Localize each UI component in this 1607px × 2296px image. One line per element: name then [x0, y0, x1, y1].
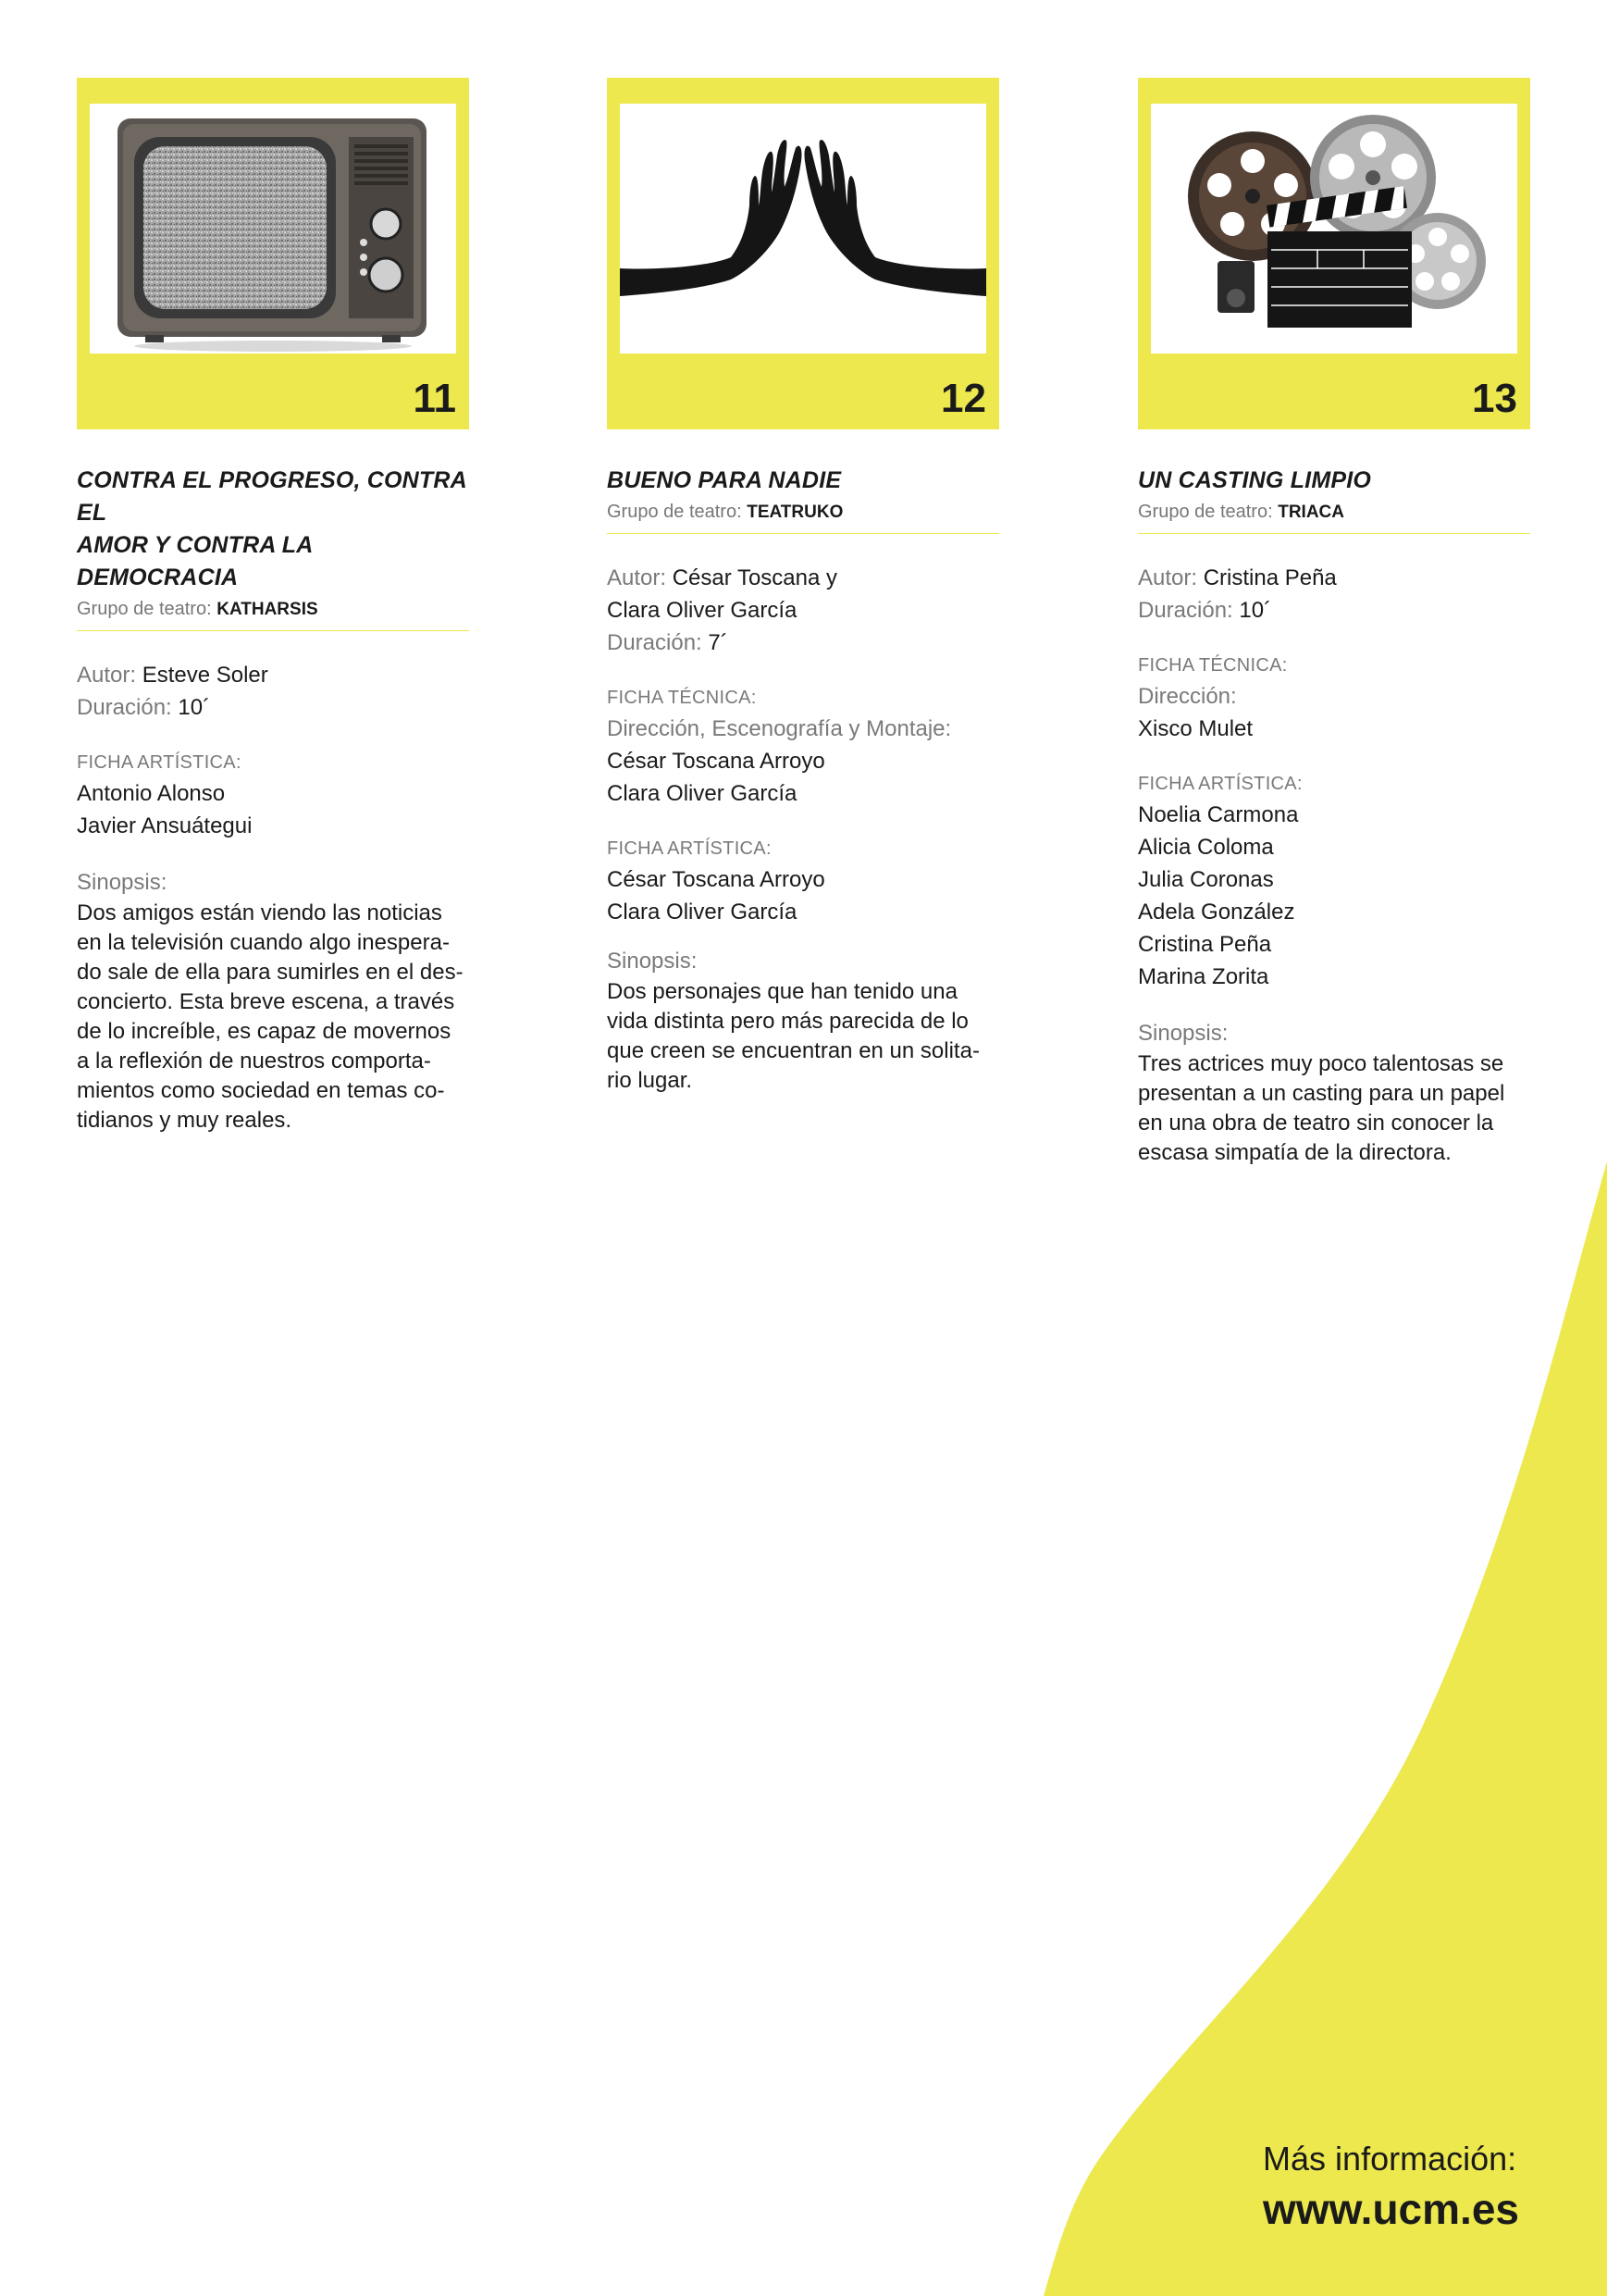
hands-icon [620, 104, 986, 354]
theatre-group: Grupo de teatro: TRIACA [1138, 502, 1344, 522]
duration: Duración: 7´ [607, 630, 728, 655]
group-name: TRIACA [1278, 503, 1344, 522]
play-number: 12 [941, 376, 986, 421]
cast-name: Adela González [1138, 900, 1295, 925]
sinopsis-text: Dos personajes que han tenido una vida distinta pero más parecida de lo que creen se encuentran en un solita- rio lugar. [607, 979, 980, 1093]
group-name: KATHARSIS [216, 600, 318, 619]
divider [1138, 533, 1530, 534]
theatre-group: Grupo de teatro: KATHARSIS [77, 599, 318, 619]
author: Autor: Cristina Peña [1138, 565, 1337, 590]
play-title [1138, 465, 1530, 497]
play-title [607, 465, 999, 497]
author: Autor: Esteve Soler [77, 663, 268, 688]
cast-name: Javier Ansuátegui [77, 813, 253, 838]
ficha-artistica: FICHA ARTÍSTICA: Antonio Alonso Javier Ansuátegui [77, 748, 469, 842]
divider [607, 533, 999, 534]
more-info [1263, 2136, 1519, 2236]
sinopsis-text: Dos amigos están viendo las noticias en la televisión cuando algo inespera- do sale de ella para sumirles en el des- concierto. Esta breve escena, a través de lo increíble, es capaz de movernos a la reflexión de nuestros comporta- mientos como sociedad en temas co- tidianos y muy reales. [77, 900, 464, 1133]
duration: Duración: 10´ [77, 695, 211, 720]
ficha-artistica: FICHA ARTÍSTICA: César Toscana Arroyo Clara Oliver García [607, 834, 999, 928]
title-line: BUENO PARA NADIE [607, 467, 842, 493]
tv-icon [90, 104, 456, 354]
tech-name: César Toscana Arroyo [607, 749, 825, 774]
cast-name: Clara Oliver García [607, 900, 797, 925]
sinopsis-text: Tres actrices muy poco talentosas se presentan a un casting para un papel en una obra de teatro sin conocer la escasa simpatía de la directora. [1138, 1051, 1505, 1165]
author-line: Clara Oliver García [607, 598, 797, 623]
tech-name: Clara Oliver García [607, 781, 797, 806]
tech-role: Dirección, Escenografía y Montaje: [607, 716, 952, 741]
play-number: 13 [1472, 376, 1517, 421]
cast-name: Noelia Carmona [1138, 802, 1299, 827]
website-link[interactable]: www.ucm.es [1263, 2185, 1519, 2233]
sinopsis: Sinopsis: Tres actrices muy poco talentosas se presentan a un casting para un papel en una obra de teatro sin conocer la escasa simpatía de la directora. [1138, 1017, 1530, 1168]
ficha-artistica: FICHA ARTÍSTICA: Noelia Carmona Alicia Coloma Julia Coronas Adela González Cristina Peña Marina Zorita [1138, 769, 1530, 993]
title-line: CONTRA EL PROGRESO, CONTRA EL [77, 467, 466, 526]
divider [77, 630, 469, 631]
sinopsis: Sinopsis: Dos personajes que han tenido una vida distinta pero más parecida de lo que creen se encuentran en un solita- rio lugar. [607, 945, 999, 1096]
play-number: 11 [413, 376, 456, 421]
duration: Duración: 10´ [1138, 598, 1272, 623]
author: Autor: César Toscana y [607, 565, 838, 590]
film-reels-icon [1151, 104, 1517, 354]
cast-name: Alicia Coloma [1138, 835, 1274, 860]
play-card [77, 78, 469, 429]
tech-role: Dirección: [1138, 684, 1237, 709]
cast-name: Antonio Alonso [77, 781, 226, 806]
title-line: UN CASTING LIMPIO [1138, 467, 1372, 493]
tech-name: Xisco Mulet [1138, 716, 1254, 741]
play-column-2 [607, 78, 999, 1096]
cast-name: César Toscana Arroyo [607, 867, 825, 892]
sinopsis: Sinopsis: Dos amigos están viendo las noticias en la televisión cuando algo inespera- do sale de ella para sumirles en el des- concierto. Esta breve escena, a través de lo increíble, es capaz de movernos a la reflexión de nuestros comporta- mientos como sociedad en temas co- tidianos y muy reales. [77, 866, 469, 1136]
play-column-3 [1138, 78, 1530, 1168]
ficha-tecnica: FICHA TÉCNICA: Dirección, Escenografía y Montaje: César Toscana Arroyo Clara Oliver García [607, 683, 999, 810]
play-card [607, 78, 999, 429]
cast-name: Marina Zorita [1138, 964, 1269, 989]
cast-name: Cristina Peña [1138, 932, 1272, 957]
cast-name: Julia Coronas [1138, 867, 1274, 892]
play-card [1138, 78, 1530, 429]
title-line: AMOR Y CONTRA LA DEMOCRACIA [77, 532, 313, 590]
play-title [77, 465, 469, 594]
group-name: TEATRUKO [747, 503, 844, 522]
play-column-1 [77, 78, 469, 1136]
ficha-tecnica: FICHA TÉCNICA: Dirección: Xisco Mulet [1138, 651, 1530, 745]
more-info-label: Más información: [1263, 2140, 1517, 2178]
theatre-group: Grupo de teatro: TEATRUKO [607, 502, 844, 522]
